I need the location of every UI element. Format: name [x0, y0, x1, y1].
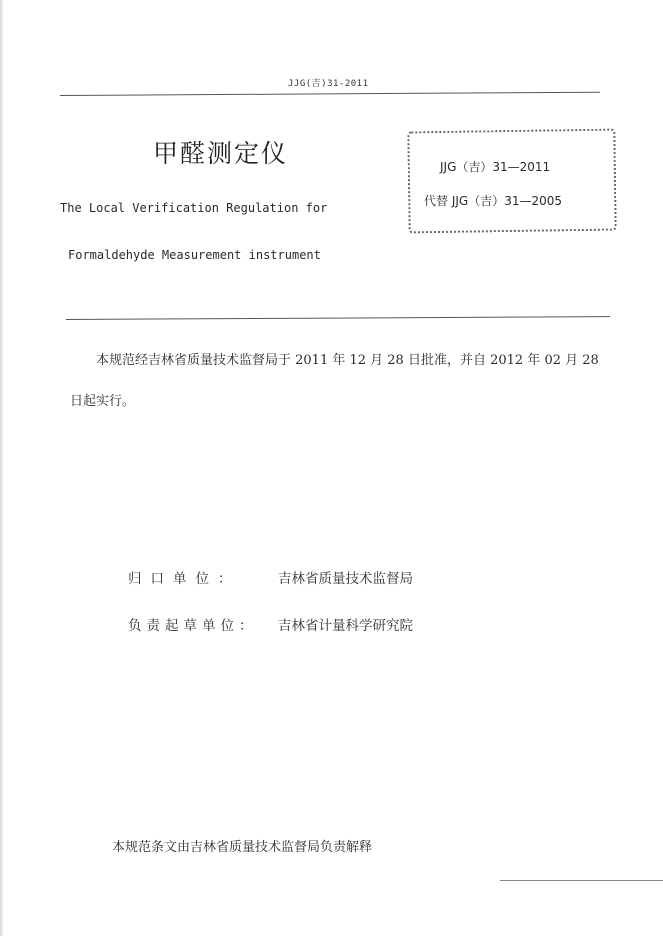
page-edge-shadow [0, 0, 4, 936]
bottom-page-edge [500, 880, 663, 881]
title-chinese: 甲醛测定仪 [153, 139, 289, 168]
stamp-regulation-number: JJG（吉）31—2011 [440, 160, 551, 174]
owner-unit-value: 吉林省质量技术监督局 [278, 571, 413, 587]
interpretation-note: 本规范条文由吉林省质量技术监督局负责解释 [112, 840, 373, 855]
section-divider [66, 316, 610, 320]
header-divider [60, 92, 600, 96]
title-english-line2: Formaldehyde Measurement instrument [68, 248, 321, 262]
header-regulation-code: JJG(吉)31-2011 [288, 79, 369, 89]
regulation-number-stamp [407, 129, 616, 234]
stamp-replaces-number: 代替 JJG（吉）31—2005 [424, 194, 563, 208]
drafting-unit-label: 负责起草单位： [128, 618, 258, 634]
owner-unit-label: 归口单位： [128, 571, 241, 587]
approval-statement: 本规范经吉林省质量技术监督局于 2011 年 12 月 28 日批准，并自 2012 年 02 月 28 日起实行。 [70, 353, 599, 409]
drafting-unit-value: 吉林省计量科学研究院 [278, 618, 413, 634]
drafting-unit-row [128, 614, 413, 634]
owner-unit-row [128, 567, 413, 587]
title-english-line1: The Local Verification Regulation for [60, 201, 328, 215]
